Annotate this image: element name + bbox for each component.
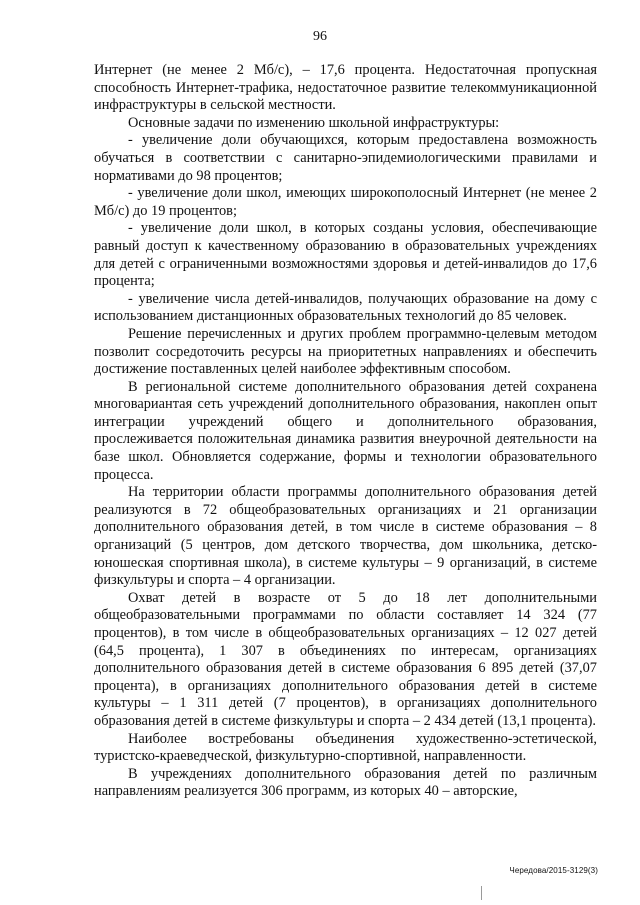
list-item-distance-learning: - увеличение числа детей-инвалидов, получающих образование на дому с использованием дистанционных образовательных технологий до 85 человек. [94, 290, 597, 325]
list-item-sanitary-rules: - увеличение доли обучающихся, которым предоставлена возможность обучаться в соответствии с санитарно-эпидемиологическими правилами и нормативами до 98 процентов; [94, 132, 597, 184]
paragraph-programs-count: В учреждениях дополнительного образования детей по различным направлениям реализуется 306 программ, из которых 40 – авторские, [94, 765, 597, 800]
document-body [94, 62, 597, 801]
paragraph-organizations-count: На территории области программы дополнительного образования детей реализуются в 72 общеобразовательных организациях и 21 организации дополнительного образования детей, в том числе в системе образования – 8 организаций (5 центров, дом детского творчества, дом школьника, детско-юношеская спортивная школа), в системе культуры – 9 организаций, в системе физкультуры и спорта – 4 организации. [94, 484, 597, 589]
page-number: 96 [313, 29, 327, 44]
scan-artifact [481, 886, 482, 900]
list-item-broadband-schools: - увеличение доли школ, имеющих широкополосный Интернет (не менее 2 Мб/с) до 19 процентов; [94, 185, 597, 219]
paragraph-main-tasks-heading: Основные задачи по изменению школьной инфраструктуры: [128, 114, 500, 131]
paragraph-coverage-statistics: Охват детей в возрасте от 5 до 18 лет дополнительными общеобразовательными программами по области составляет 14 324 (77 процентов), в том числе в общеобразовательных организациях – 12 027 детей (64,5 процента), 1 307 в объединениях по интересам, организациях дополнительного образования детей в системе образования 6 895 детей (37,07 процента), в организациях дополнительного образования детей в системе культуры – 1 311 детей (7 процентов), в организациях дополнительного образования детей в системе физкультуры и спорта – 2 434 детей (13,1 процента). [94, 589, 597, 729]
list-item-equal-access: - увеличение доли школ, в которых созданы условия, обеспечивающие равный доступ к качественному образованию в образовательных учреждениях для детей с ограниченными возможностями здоровья и детей-инвалидов до 17,6 процента; [94, 220, 597, 290]
paragraph-internet-speed: Интернет (не менее 2 Мб/с), – 17,6 процента. Недостаточная пропускная способность Интернет-трафика, недостаточное развитие телекоммуникационной инфраструктуры в сельской местности. [94, 62, 597, 114]
paragraph-regional-system: В региональной системе дополнительного образования детей сохранена многовариантая сеть учреждений дополнительного образования, накоплен опыт интеграции учреждений общего и дополнительного образования, прослеживается положительная динамика развития внеурочной деятельности на базе школ. Обновляется содержание, формы и технологии образовательного процесса. [94, 378, 597, 483]
paragraph-popular-associations: Наиболее востребованы объединения художественно-эстетической, туристско-краеведческой, физкультурно-спортивной, направленности. [94, 730, 597, 765]
paragraph-program-targeted-method: Решение перечисленных и других проблем программно-целевым методом позволит сосредоточить ресурсы на приоритетных направлениях и обеспечить достижение поставленных целей наиболее эффективным способом. [94, 325, 597, 378]
document-code: Чередова/2015-3129(3) [509, 866, 598, 875]
